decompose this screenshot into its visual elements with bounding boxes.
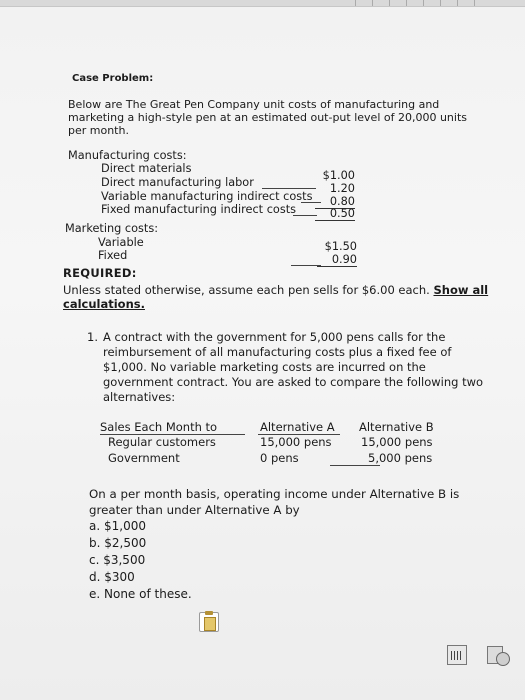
intro-text xyxy=(68,98,467,137)
show-all-emphasis: Show all xyxy=(433,283,489,297)
marketing-heading: Marketing costs: xyxy=(65,222,159,235)
instructions-line xyxy=(63,283,488,297)
prompt-line: greater than under Alternative A by xyxy=(89,503,300,517)
question-line: alternatives: xyxy=(103,390,176,404)
calculations-emphasis: calculations. xyxy=(63,297,145,311)
cost-label: Variable xyxy=(98,236,144,249)
cost-label: Direct materials xyxy=(101,162,192,175)
instructions-part: Unless stated otherwise, assume each pen sells for $6.00 each. xyxy=(63,283,434,297)
table-header: Alternative B xyxy=(359,420,434,434)
intro-line: per month. xyxy=(68,124,129,137)
top-edge-bar xyxy=(0,0,525,7)
choice-e[interactable]: e. None of these. xyxy=(89,587,192,601)
cost-value: 1.20 xyxy=(329,182,355,195)
question-line: government contract. You are asked to compare the following two xyxy=(103,375,484,389)
choice-c[interactable]: c. $3,500 xyxy=(89,553,146,567)
table-cell: Government xyxy=(108,451,180,465)
cost-value: 0.90 xyxy=(317,254,357,267)
table-header: Alternative A xyxy=(260,420,335,434)
cost-value: 0.50 xyxy=(315,208,355,221)
table-cell: 0 pens xyxy=(260,451,299,465)
question-text xyxy=(103,330,483,405)
table-cell: 15,000 pens xyxy=(260,435,332,449)
cost-label: Variable manufacturing indirect costs xyxy=(101,190,313,203)
question-prompt xyxy=(89,486,459,518)
choice-d[interactable]: d. $300 xyxy=(89,570,135,584)
table-header: Sales Each Month to xyxy=(100,420,218,434)
top-ticks xyxy=(355,0,475,6)
question-line: $1,000. No variable marketing costs are incurred on the xyxy=(103,360,426,374)
cost-label: Direct manufacturing labor xyxy=(101,176,254,189)
manufacturing-heading: Manufacturing costs: xyxy=(68,149,187,162)
spreadsheet-icon[interactable] xyxy=(447,645,467,665)
intro-line: Below are The Great Pen Company unit costs of manufacturing and xyxy=(68,98,440,111)
table-cell: Regular customers xyxy=(108,435,216,449)
choice-b[interactable]: b. $2,500 xyxy=(89,536,147,550)
intro-line: marketing a high-style pen at an estimated out-put level of 20,000 units xyxy=(68,111,467,124)
clipboard-icon[interactable] xyxy=(199,612,219,632)
question-line: A contract with the government for 5,000 pens calls for the xyxy=(103,330,446,344)
leader-line xyxy=(262,188,316,189)
table-cell: 15,000 pens xyxy=(361,435,433,449)
case-problem-title: Case Problem: xyxy=(72,73,154,84)
cost-value: 0.80 xyxy=(315,196,355,209)
cost-label: Fixed manufacturing indirect costs xyxy=(101,203,297,216)
required-heading: REQUIRED: xyxy=(63,266,137,280)
question-line: reimbursement of all manufacturing costs plus a fixed fee of xyxy=(103,345,452,359)
cost-value: $1.50 xyxy=(324,240,357,253)
choice-a[interactable]: a. $1,000 xyxy=(89,519,146,533)
question-number: 1. xyxy=(87,330,98,344)
document-icon[interactable] xyxy=(487,644,509,666)
leader-line xyxy=(293,215,317,216)
prompt-line: On a per month basis, operating income under Alternative B is xyxy=(89,487,460,501)
cost-value: $1.00 xyxy=(322,169,355,182)
instructions-text xyxy=(63,283,488,311)
table-cell: 5,000 pens xyxy=(368,451,433,465)
cost-label: Fixed xyxy=(98,249,128,262)
